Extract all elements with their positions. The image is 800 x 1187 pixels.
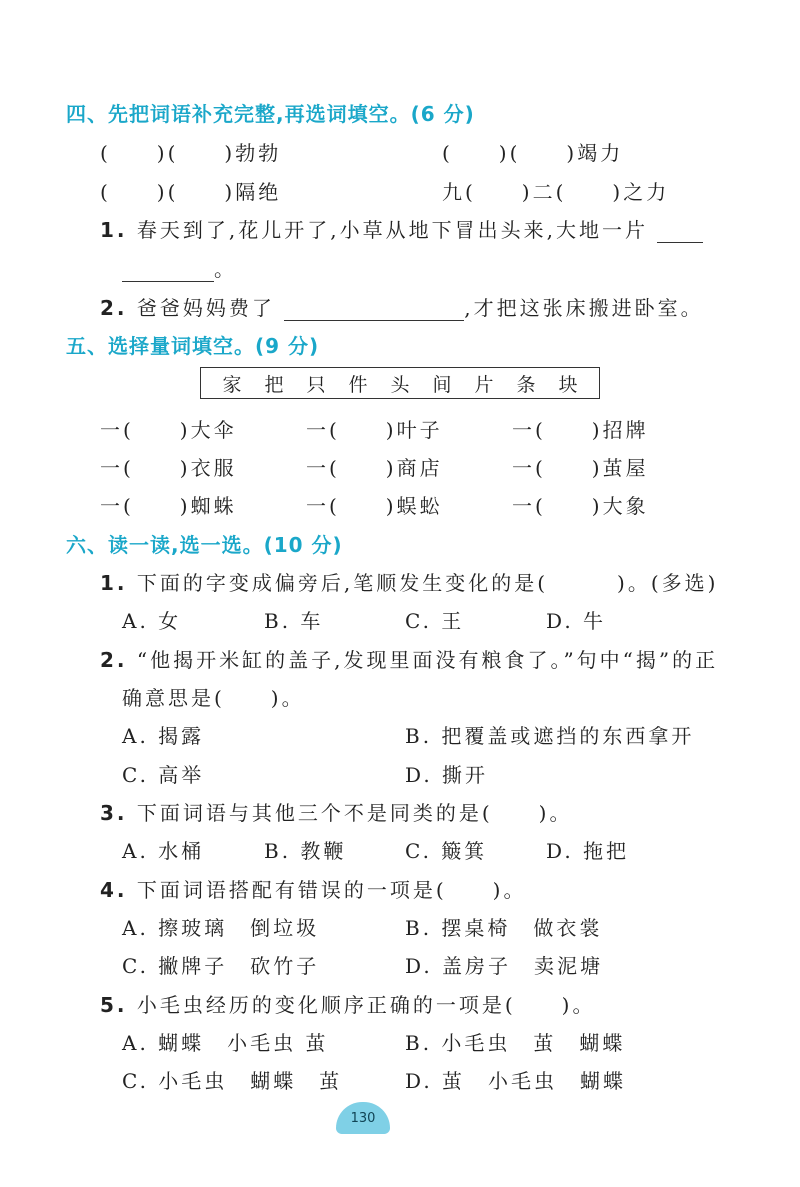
option-word: 把: [264, 373, 284, 396]
option-c[interactable]: C. 高举: [122, 763, 205, 787]
option-word: 间: [432, 373, 452, 396]
option-b[interactable]: B. 把覆盖或遮挡的东西拿开: [405, 724, 695, 748]
question-number: 2.: [100, 296, 128, 320]
option-b[interactable]: B. 车: [264, 609, 324, 633]
measure-item: 一( )茧屋: [512, 456, 649, 480]
question-number: 1.: [100, 571, 128, 595]
option-d[interactable]: D. 牛: [546, 609, 607, 633]
option-d[interactable]: D. 拖把: [546, 839, 630, 863]
section-4-title: 四、先把词语补充完整,再选词填空。(6 分): [66, 102, 475, 126]
idiom-4: 九( )二( )之力: [442, 180, 670, 204]
mc-question-4: [100, 874, 526, 903]
mc-question-1: [100, 567, 718, 596]
answer-blank[interactable]: [284, 300, 464, 321]
fill-question-2: [100, 292, 704, 321]
measure-item: 一( )商店: [306, 456, 443, 480]
option-d[interactable]: D. 盖房子 卖泥塘: [405, 954, 604, 978]
option-word: 头: [390, 373, 410, 396]
question-text: 春天到了,花儿开了,小草从地下冒出头来,大地一片: [136, 218, 648, 242]
idiom-3: ( )( )隔绝: [100, 180, 282, 204]
option-a[interactable]: A. 擦玻璃 倒垃圾: [122, 916, 320, 940]
option-b[interactable]: B. 摆桌椅 做衣裳: [405, 916, 603, 940]
section-6-title: 六、读一读,选一选。(10 分): [66, 533, 343, 557]
measure-item: 一( )招牌: [512, 418, 649, 442]
question-number: 3.: [100, 801, 128, 825]
question-text: “他揭开米缸的盖子,发现里面没有粮食了。”句中“揭”的正: [136, 648, 719, 672]
question-text: 下面词语与其他三个不是同类的是( )。: [136, 801, 573, 825]
option-c[interactable]: C. 王: [405, 609, 465, 633]
option-word: 家: [222, 373, 242, 396]
measure-item: 一( )蜈蚣: [306, 494, 443, 518]
option-a[interactable]: A. 揭露: [122, 724, 205, 748]
measure-item: 一( )大象: [512, 494, 649, 518]
question-end: 。: [214, 257, 237, 281]
idiom-1: ( )( )勃勃: [100, 141, 282, 165]
option-b[interactable]: B. 教鞭: [264, 839, 347, 863]
option-word: 片: [474, 373, 494, 396]
question-number: 5.: [100, 993, 128, 1017]
measure-item: 一( )蜘蛛: [100, 494, 237, 518]
question-text: 下面的字变成偏旁后,笔顺发生变化的是( )。(多选): [136, 571, 719, 595]
option-word: 件: [348, 373, 368, 396]
mc-question-2: [100, 644, 718, 673]
question-number: 4.: [100, 878, 128, 902]
mc-question-5: [100, 989, 595, 1018]
question-text: 下面词语搭配有错误的一项是( )。: [136, 878, 527, 902]
measure-item: 一( )大伞: [100, 418, 237, 442]
mc-question-3: [100, 797, 572, 826]
option-d[interactable]: D. 撕开: [405, 763, 489, 787]
measure-item: 一( )衣服: [100, 456, 237, 480]
question-text: 小毛虫经历的变化顺序正确的一项是( )。: [136, 993, 596, 1017]
question-text-cont: 确意思是( )。: [122, 686, 305, 710]
fill-question-1: [100, 214, 703, 243]
measure-word-options-box: [200, 367, 600, 399]
question-end: ,才把这张床搬进卧室。: [464, 296, 704, 320]
answer-blank[interactable]: [657, 222, 703, 243]
option-d[interactable]: D. 茧 小毛虫 蝴蝶: [405, 1069, 627, 1093]
question-number: 2.: [100, 648, 128, 672]
option-c[interactable]: C. 簸箕: [405, 839, 488, 863]
idiom-2: ( )( )竭力: [442, 141, 624, 165]
option-word: 条: [516, 373, 536, 396]
question-text: 爸爸妈妈费了: [136, 296, 275, 320]
answer-blank[interactable]: [122, 261, 214, 282]
option-word: 只: [306, 373, 326, 396]
option-word: 块: [558, 373, 578, 396]
fill-question-1-cont: [122, 253, 237, 282]
option-b[interactable]: B. 小毛虫 茧 蝴蝶: [405, 1031, 626, 1055]
question-number: 1.: [100, 218, 128, 242]
page-number: 130: [336, 1102, 390, 1134]
option-c[interactable]: C. 小毛虫 蝴蝶 茧: [122, 1069, 343, 1093]
option-a[interactable]: A. 女: [122, 609, 182, 633]
option-a[interactable]: A. 蝴蝶 小毛虫 茧: [122, 1031, 329, 1055]
measure-item: 一( )叶子: [306, 418, 443, 442]
section-5-title: 五、选择量词填空。(9 分): [66, 334, 320, 358]
option-a[interactable]: A. 水桶: [122, 839, 205, 863]
option-c[interactable]: C. 撇牌子 砍竹子: [122, 954, 320, 978]
